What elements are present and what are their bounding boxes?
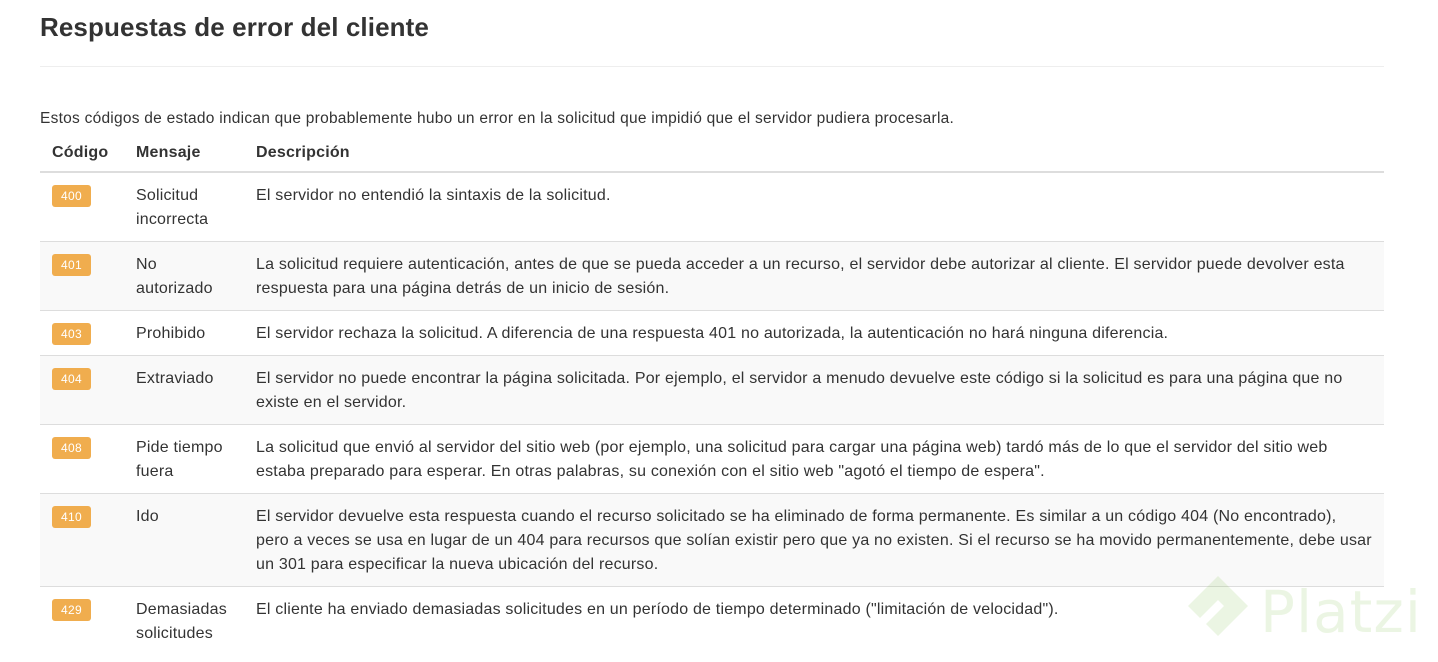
- description-cell: La solicitud que envió al servidor del sitio web (por ejemplo, una solicitud para cargar una página web) tardó más de lo que el servidor del sitio web estaba preparado para esperar. En otras palabras, su conexión con el sitio web "agotó el tiempo de espera".: [244, 425, 1384, 494]
- code-cell: [40, 311, 124, 356]
- platzi-watermark: [1182, 572, 1432, 652]
- description-cell: El servidor devuelve esta respuesta cuando el recurso solicitado se ha eliminado de forma permanente. Es similar a un código 404 (No encontrado), pero a veces se usa en lugar de un 404 para recursos que solían existir pero que ya no existen. Si el recurso se ha movido permanentemente, debe usar un 301 para especificar la nueva ubicación del recurso.: [244, 494, 1384, 587]
- message-cell: Ido: [124, 494, 244, 587]
- status-badge: 404: [52, 368, 91, 390]
- table-row: [40, 311, 1384, 356]
- status-badge: 401: [52, 254, 91, 276]
- table-row: [40, 242, 1384, 311]
- status-badge: 410: [52, 506, 91, 528]
- code-cell: [40, 587, 124, 656]
- description-cell: La solicitud requiere autenticación, antes de que se pueda acceder a un recurso, el servidor debe autorizar al cliente. El servidor puede devolver esta respuesta para una página detrás de un inicio de sesión.: [244, 242, 1384, 311]
- status-badge: 408: [52, 437, 91, 459]
- message-cell: Pide tiempo fuera: [124, 425, 244, 494]
- code-cell: [40, 242, 124, 311]
- message-cell: Extraviado: [124, 356, 244, 425]
- description-cell: El servidor no entendió la sintaxis de la solicitud.: [256, 187, 611, 204]
- code-cell: [40, 356, 124, 425]
- table-row: [40, 172, 1384, 242]
- watermark-text: Platzi: [1260, 578, 1422, 646]
- status-badge: 400: [52, 185, 91, 207]
- message-cell: Prohibido: [124, 311, 244, 356]
- header-message: Mensaje: [124, 133, 244, 172]
- header-code: Código: [40, 133, 124, 172]
- message-cell: No autorizado: [124, 242, 244, 311]
- table-row: [40, 356, 1384, 425]
- status-badge: 429: [52, 599, 91, 621]
- intro-paragraph: Estos códigos de estado indican que probablemente hubo un error en la solicitud que impidió que el servidor pudiera procesarla.: [40, 109, 955, 127]
- table-header-row: [40, 133, 1384, 172]
- description-cell: El cliente ha enviado demasiadas solicitudes en un período de tiempo determinado ("limitación de velocidad").: [244, 587, 1384, 656]
- description-cell: El servidor no puede encontrar la página solicitada. Por ejemplo, el servidor a menudo devuelve este código si la solicitud es para una página que no existe en el servidor.: [244, 356, 1384, 425]
- description-cell: El servidor rechaza la solicitud. A diferencia de una respuesta 401 no autorizada, la autenticación no hará ninguna diferencia.: [244, 311, 1384, 356]
- code-cell: [40, 494, 124, 587]
- page-title: Respuestas de error del cliente: [40, 12, 429, 42]
- status-badge: 403: [52, 323, 91, 345]
- message-cell: Demasiadas solicitudes: [124, 587, 244, 656]
- header-description: Descripción: [244, 133, 1384, 172]
- table-row: [40, 425, 1384, 494]
- title-divider: [40, 66, 1384, 67]
- code-cell: [40, 172, 124, 242]
- message-cell: Solicitud incorrecta: [136, 187, 209, 228]
- platzi-logo-icon: [1182, 572, 1254, 652]
- code-cell: [40, 425, 124, 494]
